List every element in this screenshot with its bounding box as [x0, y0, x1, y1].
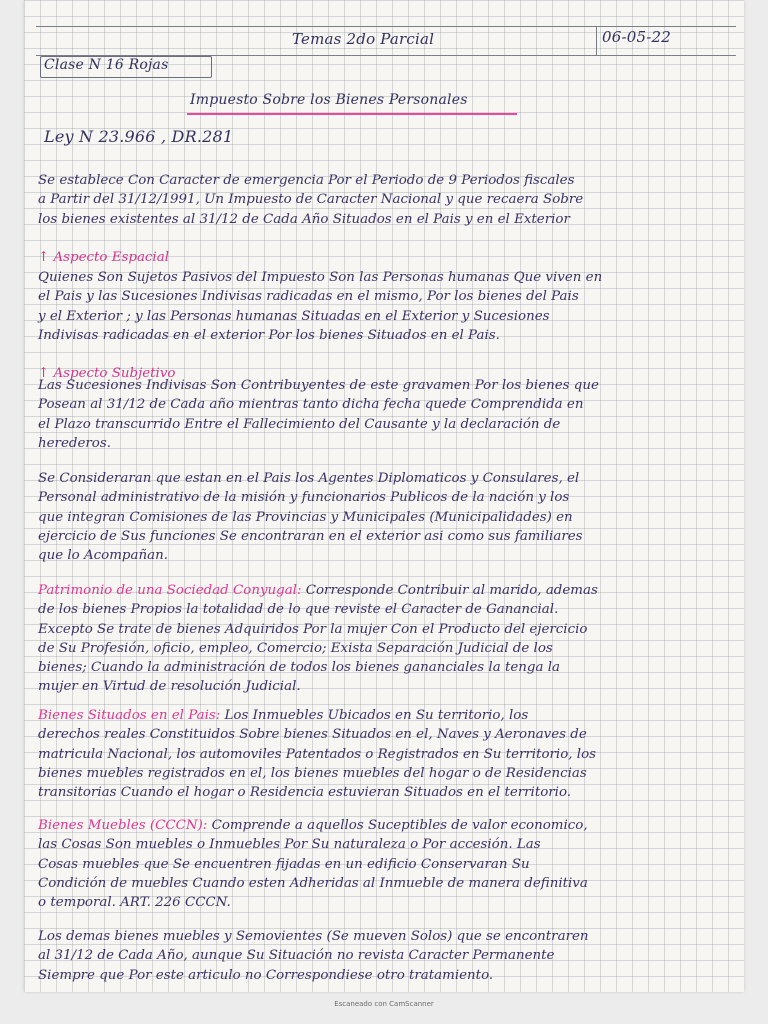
paragraph-text: Quienes Son Sujetos Pasivos del Impuesto Son las Personas humanas Que viven en el Pais y las Sucesiones Indivisas radicadas en el mismo, Por los bienes del Pais y el Exterior ; y las Personas humanas Situadas en el Exterior y Sucesiones Indivisas radicadas en el exterior Por los bienes Situados en el Pais. — [38, 270, 603, 343]
paragraph-7 — [38, 797, 738, 912]
aspect-tag: ↑ Aspecto Espacial — [38, 250, 169, 266]
paragraph-text: Los demas bienes muebles y Semovientes (Se mueven Solos) que se encontraren al 31/12 de Cada Año, aunque Su Situación no revista Caracter Permanente Siempre que Por este articulo no Correspondiese otro tratamiento. — [38, 929, 589, 983]
page-title: Impuesto Sobre los Bienes Personales — [190, 92, 468, 108]
header-divider — [596, 27, 597, 55]
paragraph-text: Los Inmuebles Ubicados en Su territorio, los derechos reales Constituidos Sobre bienes Situados en el, Naves y Aeronaves de matricula Nacional, los automoviles Patentados o Registrados en Su territorio, los bienes muebles registrados en el, los bienes muebles del hogar o de Residencias transitorias Cuando el hogar o Residencia estuvieran Situados en el territorio. — [38, 708, 596, 801]
scanner-watermark: Escaneado con CamScanner — [334, 1000, 434, 1008]
paragraph-8 — [38, 908, 738, 985]
title-underline — [187, 113, 517, 115]
notebook-page — [24, 0, 744, 992]
page-date: 06-05-22 — [602, 28, 671, 46]
section-lead: Patrimonio de una Sociedad Conyugal: — [38, 583, 302, 599]
paragraph-6 — [38, 687, 738, 802]
section-lead: Bienes Situados en el Pais: — [38, 708, 221, 724]
aspect-tag: ↑ Aspecto Subjetivo — [38, 366, 176, 382]
paragraph-text: Se establece Con Caracter de emergencia Por el Periodo de 9 Periodos fiscales a Partir del 31/12/1991, Un Impuesto de Caracter Nacional y que recaera Sobre los bienes existentes al 31/12 de Cada Año Situados en el Pais y en el Exterior — [38, 173, 584, 227]
topic-heading: Temas 2do Parcial — [292, 30, 435, 48]
law-reference: Ley N 23.966 , DR.281 — [44, 127, 234, 146]
paragraph-text: Se Consideraran que estan en el Pais los Agentes Diplomaticos y Consulares, el Personal administrativo de la misión y funcionarios Publicos de la nación y los que integran Comisiones de las Provincias y Municipales (Municipalidades) en ejercicio de Sus funciones Se encontraran en el exterior asi como sus familiares que lo Acompañan. — [38, 471, 583, 564]
class-label: Clase N 16 Rojas — [44, 57, 169, 73]
paragraph-3 — [38, 357, 738, 453]
paragraph-5 — [38, 562, 738, 696]
paragraph-text: Las Sucesiones Indivisas Son Contribuyentes de este gravamen Por los bienes que Posean al 31/12 de Cada año mientras tanto dicha fecha quede Comprendida en el Plazo transcurrido Entre el Fallecimiento del Causante y la declaración de herederos. — [38, 378, 599, 451]
section-lead: Bienes Muebles (CCCN): — [38, 818, 208, 834]
paragraph-4 — [38, 450, 738, 565]
paragraph-text: Corresponde Contribuir al marido, ademas de los bienes Propios la totalidad de lo que reviste el Caracter de Ganancial. Excepto Se trate de bienes Adquiridos Por la mujer Con el Producto del ejercicio de Su Profesión, oficio, empleo, Comercio; Exista Separación Judicial de los bienes; Cuando la administración de todos los bienes gananciales la tenga la mujer en Virtud de resolución Judicial. — [38, 583, 598, 695]
paragraph-text: Comprende a aquellos Suceptibles de valor economico, las Cosas Son muebles o Inmuebles Por Su naturaleza o Por accesión. Las Cosas muebles que Se encuentren fijadas en un edificio Conservaran Su Condición de muebles Cuando esten Adheridas al Inmueble de manera definitiva o temporal. ART. 226 CCCN. — [38, 818, 588, 911]
